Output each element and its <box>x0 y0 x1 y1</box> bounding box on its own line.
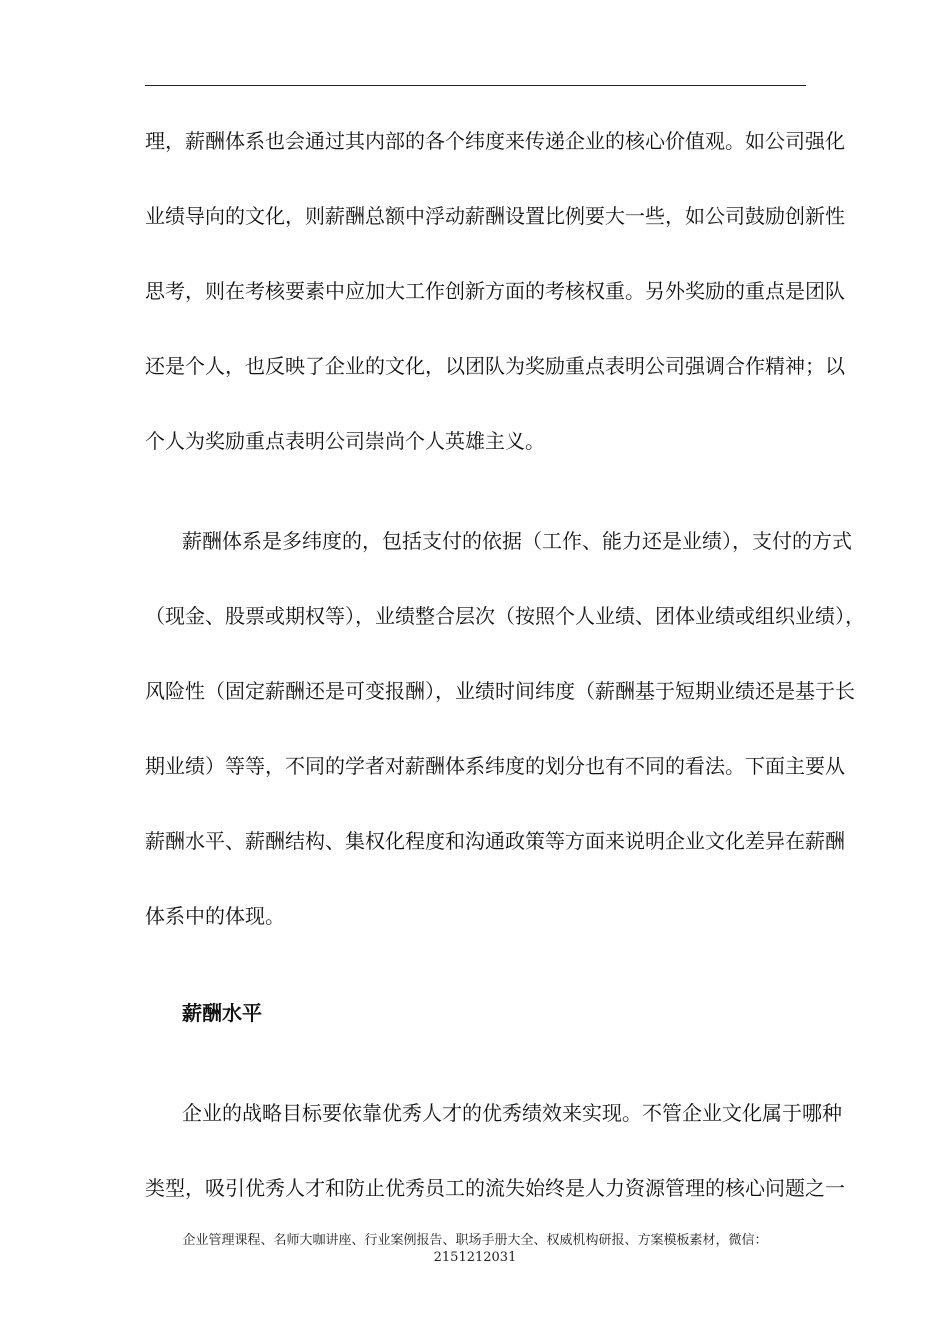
text-line: 风险性（固定薪酬还是可变报酬），业绩时间纬度（薪酬基于短期业绩还是基于长 <box>145 679 855 703</box>
text-line: 业绩导向的文化，则薪酬总额中浮动薪酬设置比例要大一些，如公司鼓励创新性 <box>145 204 845 228</box>
text-line: 还是个人，也反映了企业的文化，以团队为奖励重点表明公司强调合作精神；以 <box>145 354 845 378</box>
text-line: 薪酬水平、薪酬结构、集权化程度和沟通政策等方面来说明企业文化差异在薪酬 <box>145 829 845 853</box>
text-line: 企业的战略目标要依靠优秀人才的优秀绩效来实现。不管企业文化属于哪种 <box>182 1101 842 1125</box>
text-line: 期业绩）等等，不同的学者对薪酬体系纬度的划分也有不同的看法。下面主要从 <box>145 754 845 778</box>
section-heading: 薪酬水平 <box>182 1001 262 1025</box>
footer-wechat-id: 2151212031 <box>433 1250 517 1265</box>
footer-text: 企业管理课程、名师大咖讲座、行业案例报告、职场手册大全、权威机构研报、方案模板素材，微信： <box>182 1233 768 1248</box>
text-line: 薪酬体系是多纬度的，包括支付的依据（工作、能力还是业绩），支付的方式 <box>182 529 852 553</box>
text-line: 个人为奖励重点表明公司崇尚个人英雄主义。 <box>145 429 545 453</box>
text-line: 理，薪酬体系也会通过其内部的各个纬度来传递企业的核心价值观。如公司强化 <box>145 129 845 153</box>
text-line: 类型，吸引优秀人才和防止优秀员工的流失始终是人力资源管理的核心问题之一 <box>145 1176 845 1200</box>
text-line: 体系中的体现。 <box>145 904 285 928</box>
header-rule <box>145 85 806 86</box>
text-line: （现金、股票或期权等），业绩整合层次（按照个人业绩、团体业绩或组织业绩）， <box>145 604 865 628</box>
text-line: 思考，则在考核要素中应加大工作创新方面的考核权重。另外奖励的重点是团队 <box>145 279 845 303</box>
